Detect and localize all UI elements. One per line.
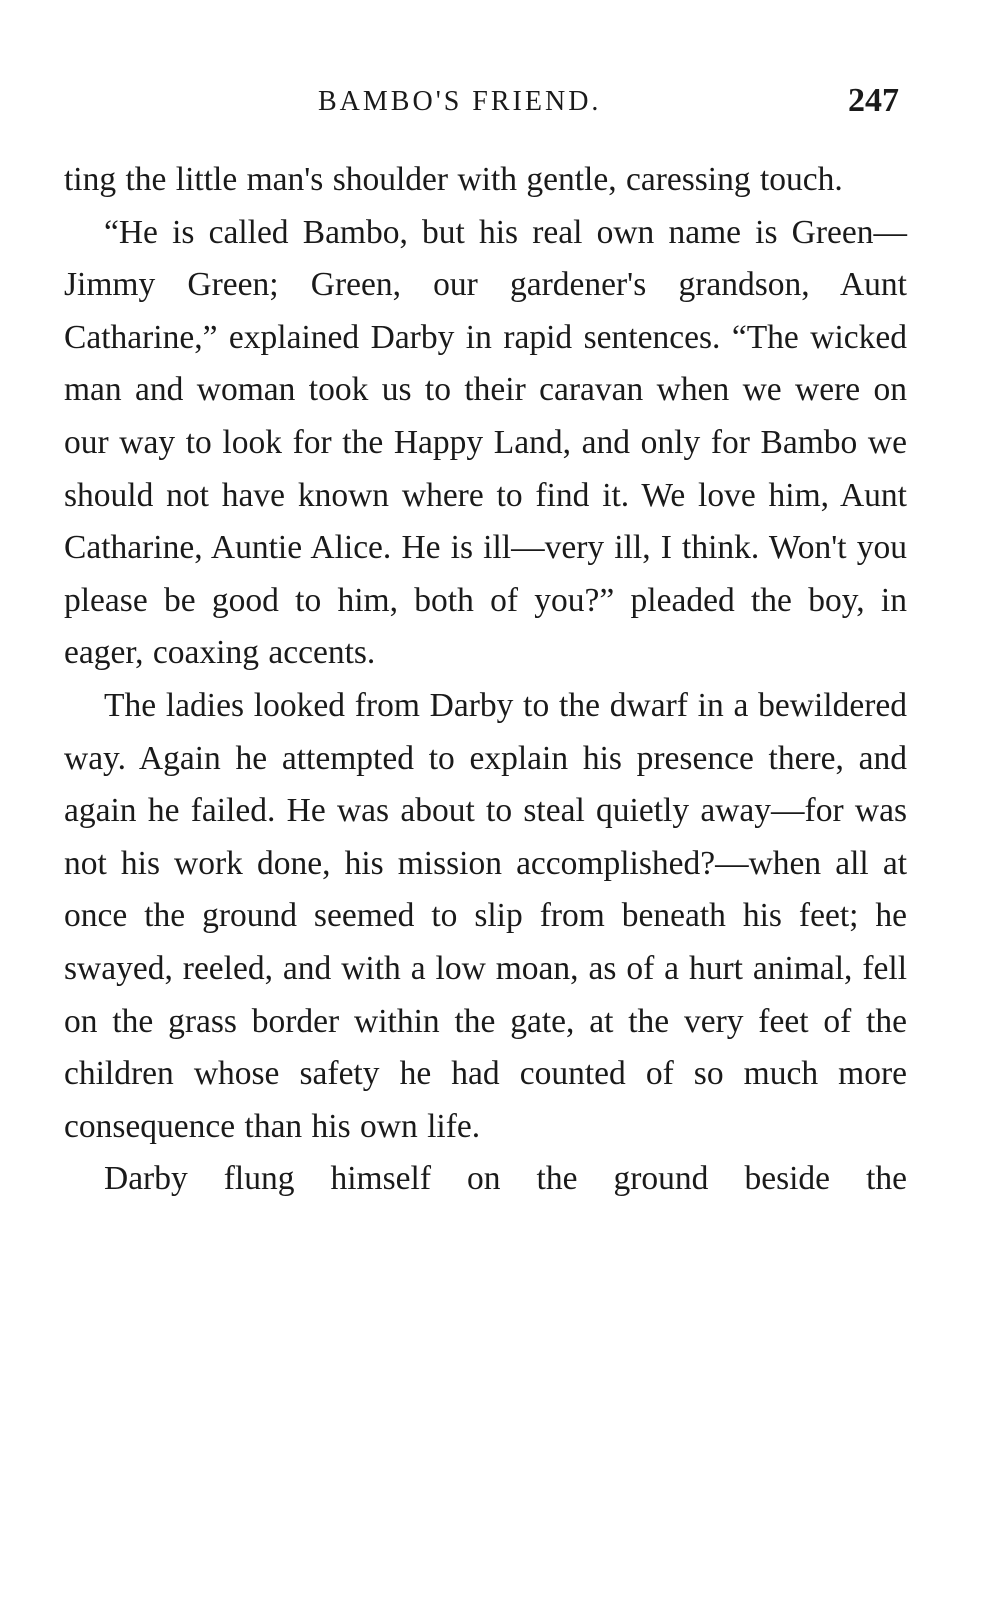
page-number: 247 [848,82,899,119]
paragraph-narrative: The ladies looked from Darby to the dwarf in a bewildered way. Again he attempted to explain his presence there, and again he failed. He was about to steal quietly away—for was not his work done, his mission accomplished?—when all at once the ground seemed to slip from beneath his feet; he swayed, reeled, and with a low moan, as of a hurt animal, fell on the grass border within the gate, at the very feet of the children whose safety he had counted of so much more consequence than his own life. [64,686,907,1145]
body-text [64,154,907,1206]
paragraph-final: Darby flung himself on the ground beside the [104,1160,907,1198]
paragraph-dialogue: “He is called Bambo, but his real own name is Green—Jimmy Green; Green, our gardener's grandson, Aunt Catharine,” explained Darby in rapid sentences. “The wicked man and woman took us to their caravan when we were on our way to look for the Happy Land, and only for Bambo we should not have known where to find it. We love him, Aunt Catharine, Auntie Alice. He is ill—very ill, I think. Won't you please be good to him, both of you?” pleaded the boy, in eager, coaxing accents. [64,213,907,672]
running-title: BAMBO'S FRIEND. [318,86,602,117]
paragraph-continuation: ting the little man's shoulder with gentle, caressing touch. [64,161,843,198]
running-head [0,82,1000,132]
